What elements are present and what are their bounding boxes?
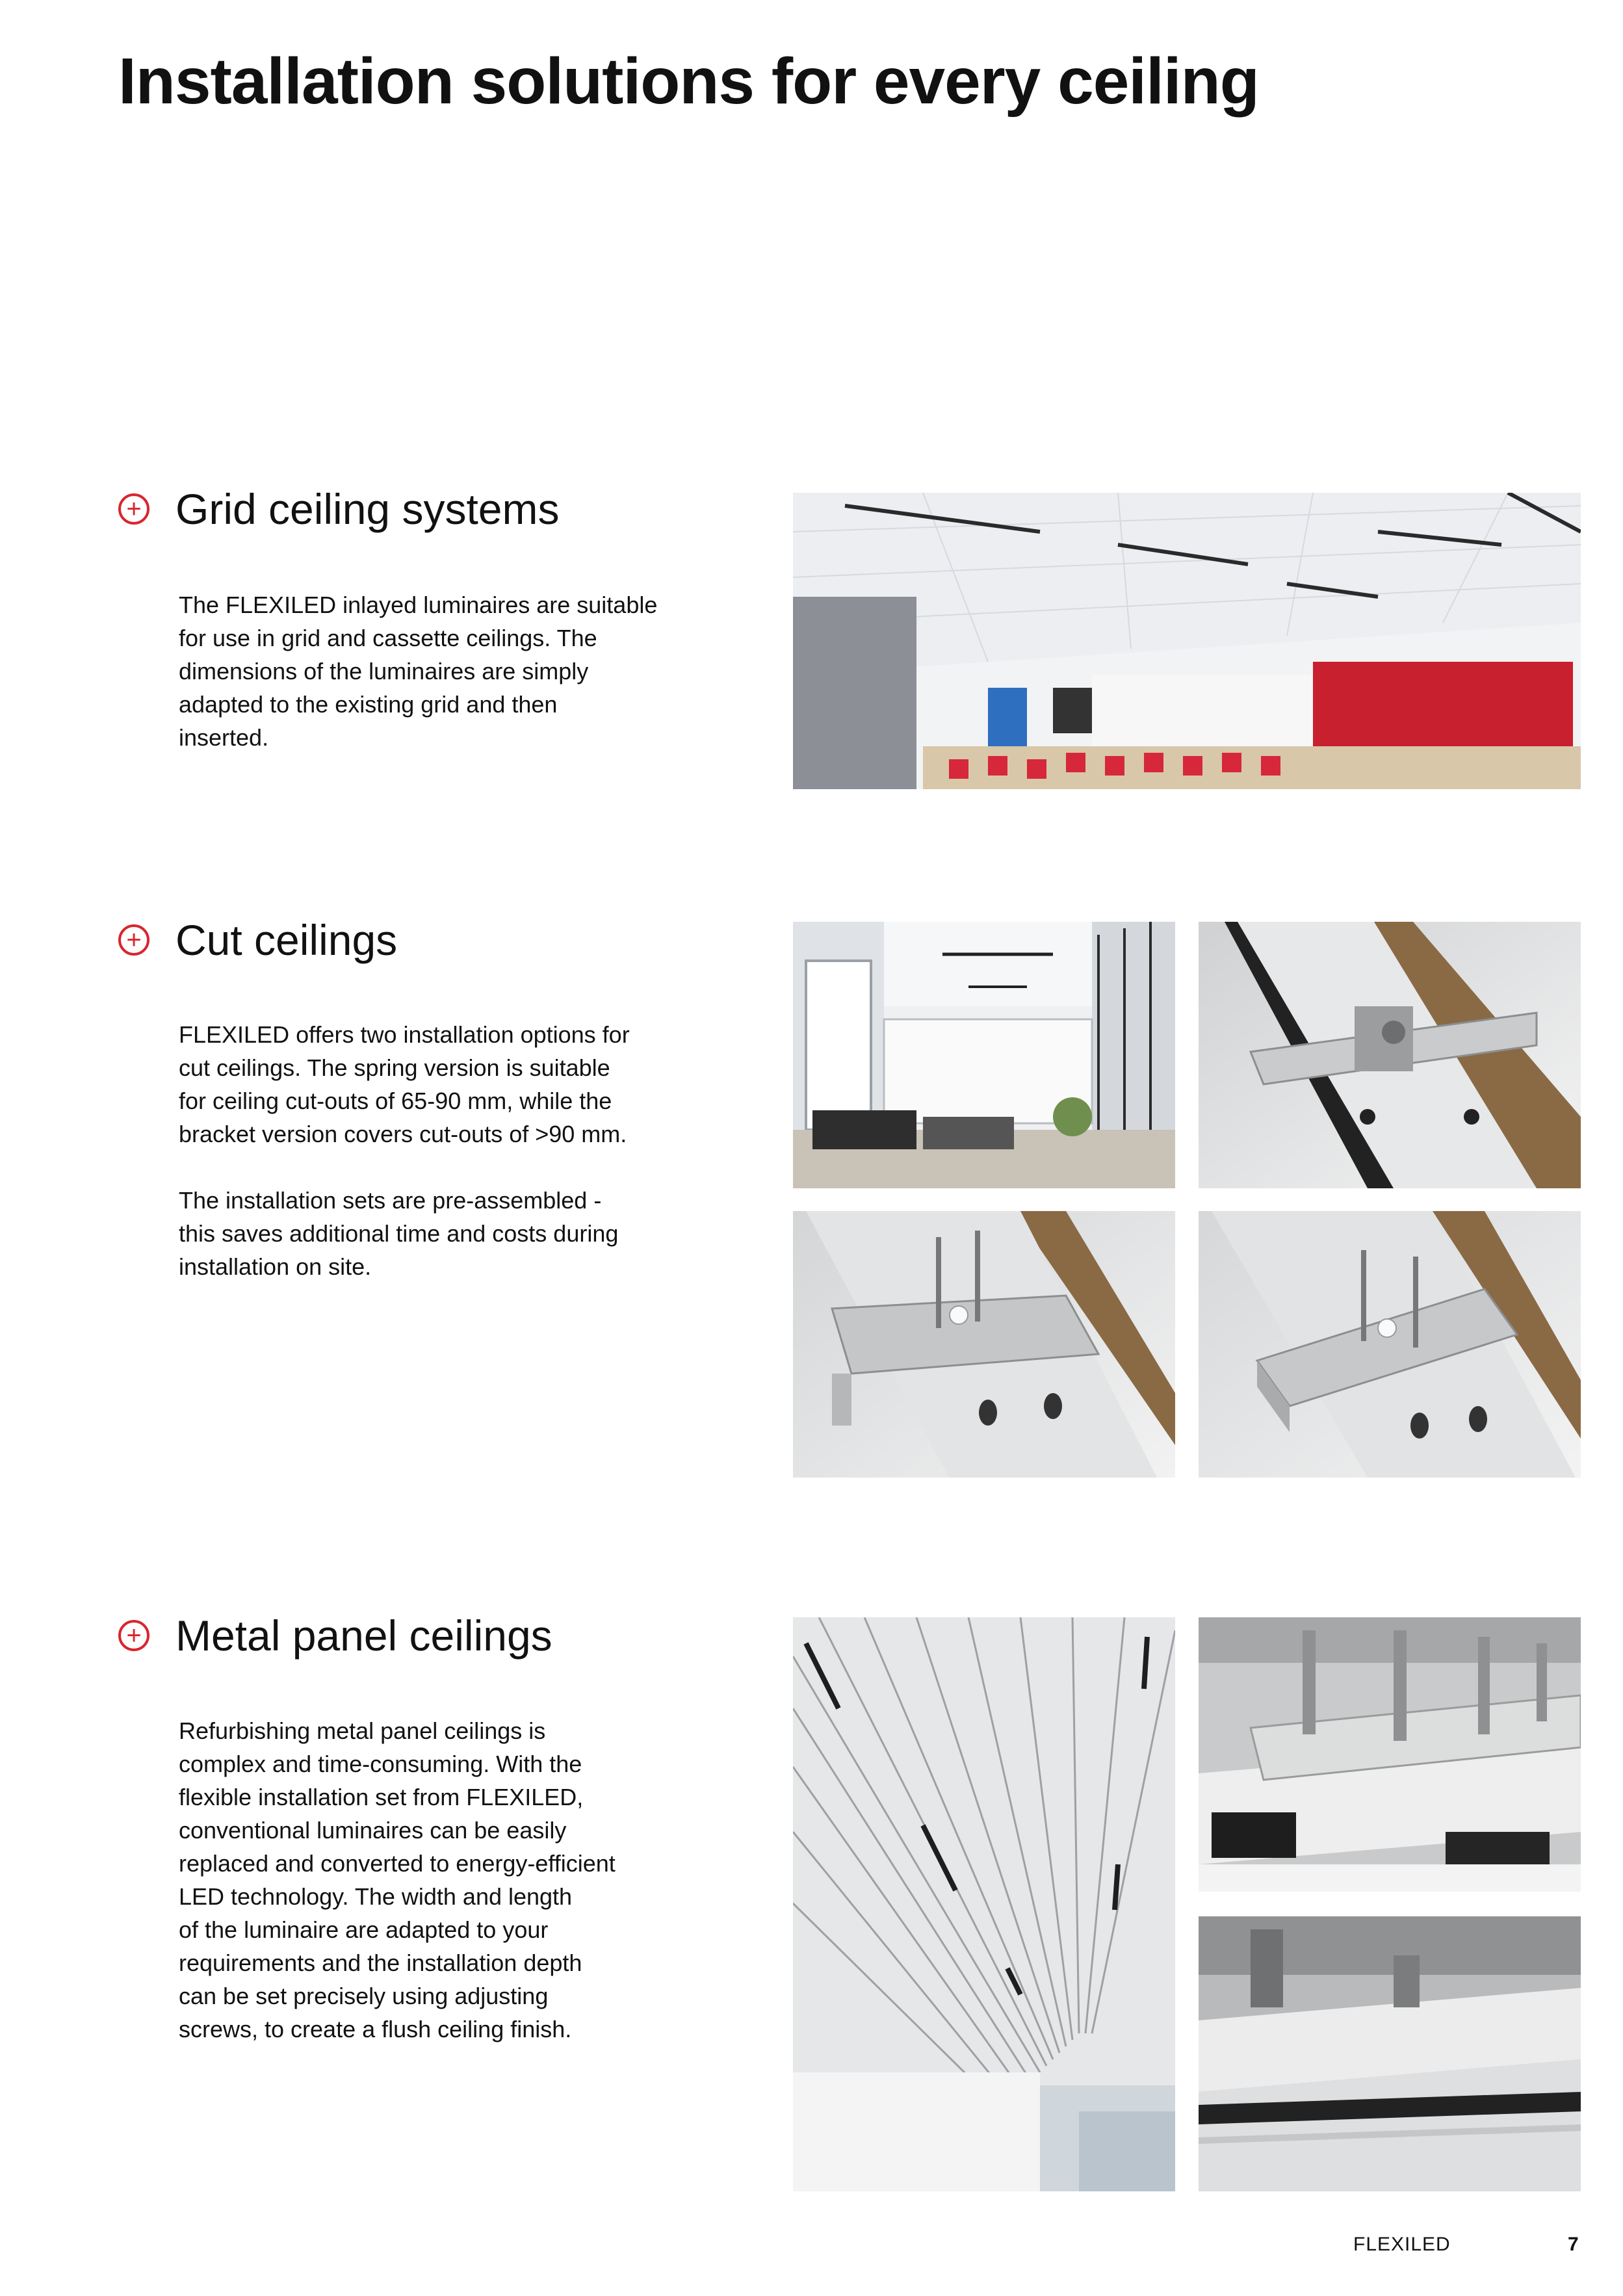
paragraph: The installation sets are pre-assembled - this saves additional time and costs during installation on site.: [179, 1187, 619, 1280]
bracket-mount-detail-photo-2: [1199, 1211, 1581, 1478]
metal-slat-ceiling-photo: [793, 1617, 1175, 2191]
plus-circle-icon: +: [118, 924, 149, 956]
section-title-grid: Grid ceiling systems: [175, 485, 560, 533]
page-number: 7: [1568, 2234, 1579, 2255]
section-header-metal: [118, 1611, 552, 1660]
section-body-grid: [179, 588, 725, 754]
section-header-grid: [118, 484, 560, 534]
section-body-metal: [179, 1714, 725, 2046]
metal-panel-mount-detail-photo-2: [1199, 1916, 1581, 2191]
plus-circle-icon: +: [118, 1620, 149, 1651]
section-body-cut: [179, 1018, 725, 1283]
plus-circle-icon: +: [118, 493, 149, 525]
section-title-cut: Cut ceilings: [175, 916, 398, 964]
paragraph: Refurbishing metal panel ceilings is complex and time-consuming. With the flexible installation set from FLEXILED, conventional luminaires can be easily replaced and converted to energy-efficient LED technology. The width and length of the luminaire are adapted to your requirements and the installation depth can be set precisely using adjusting screws, to create a flush ceiling finish.: [179, 1717, 616, 2042]
office-cut-ceiling-photo: [793, 922, 1175, 1188]
metal-panel-mount-detail-photo-1: [1199, 1617, 1581, 1892]
page-title: Installation solutions for every ceiling: [118, 45, 1259, 118]
paragraph: FLEXILED offers two installation options for cut ceilings. The spring version is suitable for ceiling cut-outs of 65-90 mm, while the bracket version covers cut-outs of >90 mm.: [179, 1021, 630, 1147]
section-header-cut: [118, 915, 397, 965]
classroom-grid-ceiling-photo: [793, 493, 1581, 789]
spring-mount-detail-photo: [1199, 922, 1581, 1188]
bracket-mount-detail-photo-1: [793, 1211, 1175, 1478]
paragraph: The FLEXILED inlayed luminaires are suitable for use in grid and cassette ceilings. The dimensions of the luminaires are simply adapted to the existing grid and then inserted.: [179, 592, 658, 751]
footer-brand: FLEXILED: [1353, 2234, 1451, 2255]
section-title-metal: Metal panel ceilings: [175, 1611, 552, 1660]
